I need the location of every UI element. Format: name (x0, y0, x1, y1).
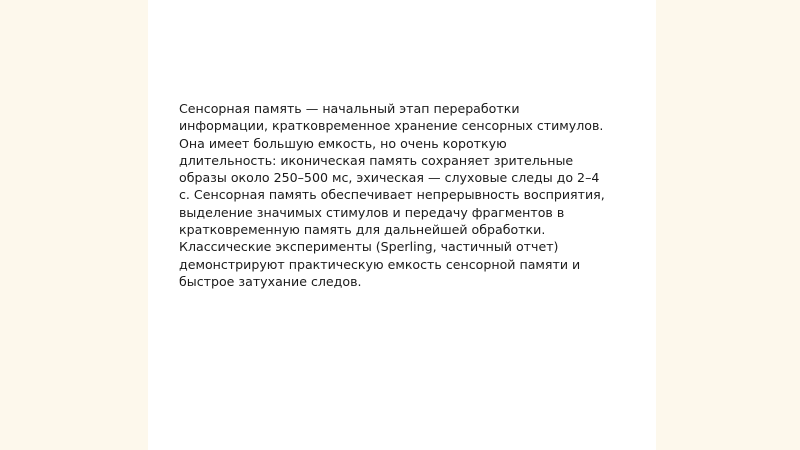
body-paragraph: Сенсорная память — начальный этап переработки информации, кратковременное хранение сенсорных стимулов. Она имеет большую емкость, но очень короткую длительность: иконическая память сохраняет зрительные образы около 250–500 мс, эхическая — слуховые следы до 2–4 с. Сенсорная память обеспечивает непрерывность восприятия, выделение значимых стимулов и передачу фрагментов в кратковременную память для дальнейшей обработки. Классические эксперименты (Sperling, частичный отчет) демонстрируют практическую емкость сенсорной памяти и быстрое затухание следов. (179, 101, 605, 289)
document-page (148, 0, 656, 450)
